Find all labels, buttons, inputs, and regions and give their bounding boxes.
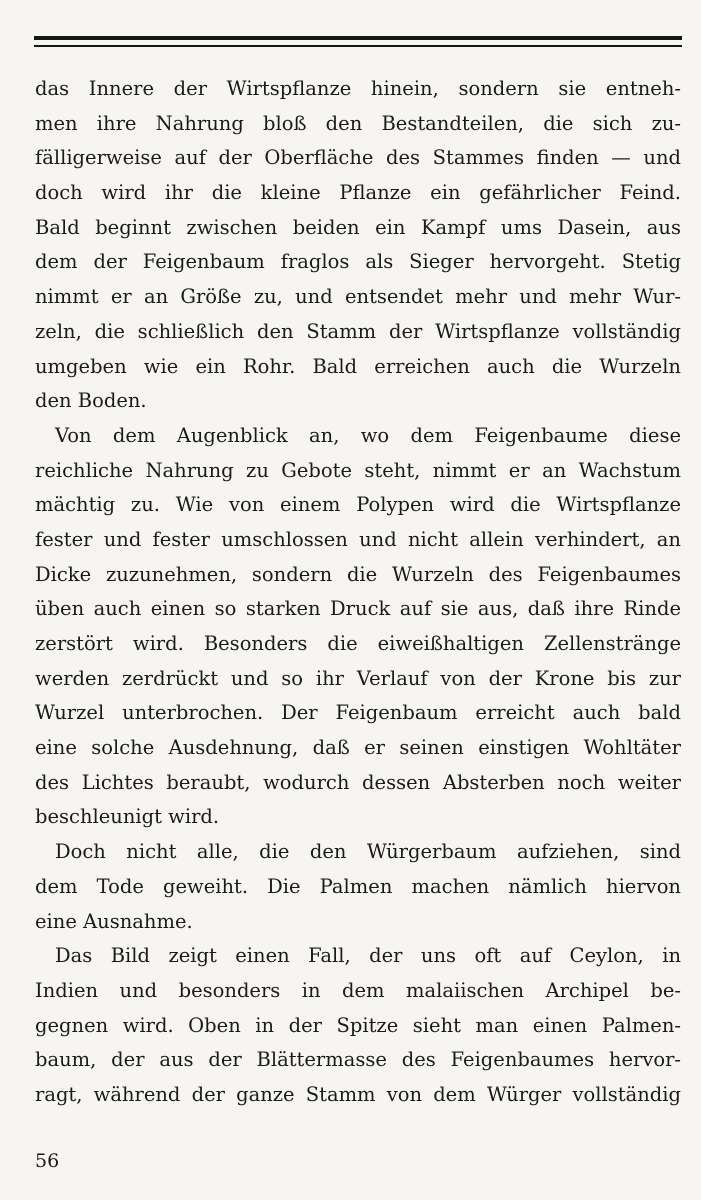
text-line: Bald beginnt zwischen beiden ein Kampf ums Dasein, aus <box>35 215 681 239</box>
text-line: werden zerdrückt und so ihr Verlauf von der Krone bis zur <box>35 666 681 690</box>
text-line: fester und fester umschlossen und nicht allein verhindert, an <box>35 527 681 551</box>
text-line: umgeben wie ein Rohr. Bald erreichen auch die Wurzeln <box>35 354 681 378</box>
text-line: eine Ausnahme. <box>35 909 193 933</box>
text-line: baum, der aus der Blättermasse des Feigenbaumes hervor- <box>35 1048 681 1072</box>
text-line: fälligerweise auf der Oberfläche des Stammes finden — und <box>35 146 681 170</box>
text-line: mächtig zu. Wie von einem Polypen wird die Wirtspflanze <box>35 493 681 517</box>
text-line: des Lichtes beraubt, wodurch dessen Absterben noch weiter <box>35 770 681 794</box>
text-line: das Innere der Wirtspflanze hinein, sondern sie entneh- <box>35 77 681 100</box>
text-line: men ihre Nahrung bloß den Bestandteilen, die sich zu- <box>35 111 681 135</box>
text-line: eine solche Ausdehnung, daß er seinen einstigen Wohltäter <box>35 736 681 760</box>
text-line: Wurzel unterbrochen. Der Feigenbaum erreicht auch bald <box>35 701 681 725</box>
text-line: Von dem Augenblick an, wo dem Feigenbaume diese <box>55 423 681 447</box>
body-text <box>35 72 681 1113</box>
paragraph <box>35 939 681 1112</box>
paragraph <box>35 72 681 419</box>
text-line: nimmt er an Größe zu, und entsendet mehr und mehr Wur- <box>35 285 681 309</box>
text-line: Doch nicht alle, die den Würgerbaum aufziehen, sind <box>55 840 681 864</box>
text-line: dem der Feigenbaum fraglos als Sieger hervorgeht. Stetig <box>35 250 681 274</box>
text-line: üben auch einen so starken Druck auf sie aus, daß ihre Rinde <box>35 597 681 621</box>
header-rule-thick <box>34 36 682 40</box>
text-line: Das Bild zeigt einen Fall, der uns oft auf Ceylon, in <box>55 944 681 968</box>
page-number: 56 <box>35 1150 60 1172</box>
text-line: Indien und besonders in dem malaiischen Archipel be- <box>35 978 681 1002</box>
paragraph <box>35 419 681 835</box>
text-line: doch wird ihr die kleine Pflanze ein gefährlicher Feind. <box>35 181 681 205</box>
text-line: gegnen wird. Oben in der Spitze sieht man einen Palmen- <box>35 1013 681 1037</box>
paragraph <box>35 835 681 939</box>
text-line: dem Tode geweiht. Die Palmen machen nämlich hiervon <box>35 874 681 898</box>
text-line: reichliche Nahrung zu Gebote steht, nimmt er an Wachstum <box>35 458 681 482</box>
text-line: den Boden. <box>35 389 147 413</box>
text-line: zeln, die schließlich den Stamm der Wirtspflanze vollständig <box>35 319 681 343</box>
text-line: zerstört wird. Besonders die eiweißhaltigen Zellenstränge <box>35 632 681 655</box>
text-line: Dicke zuzunehmen, sondern die Wurzeln des Feigenbaumes <box>35 562 681 586</box>
text-line: ragt, während der ganze Stamm von dem Würger vollständig <box>35 1082 681 1106</box>
text-line: beschleunigt wird. <box>35 805 220 829</box>
header-rule-thin <box>34 45 682 47</box>
